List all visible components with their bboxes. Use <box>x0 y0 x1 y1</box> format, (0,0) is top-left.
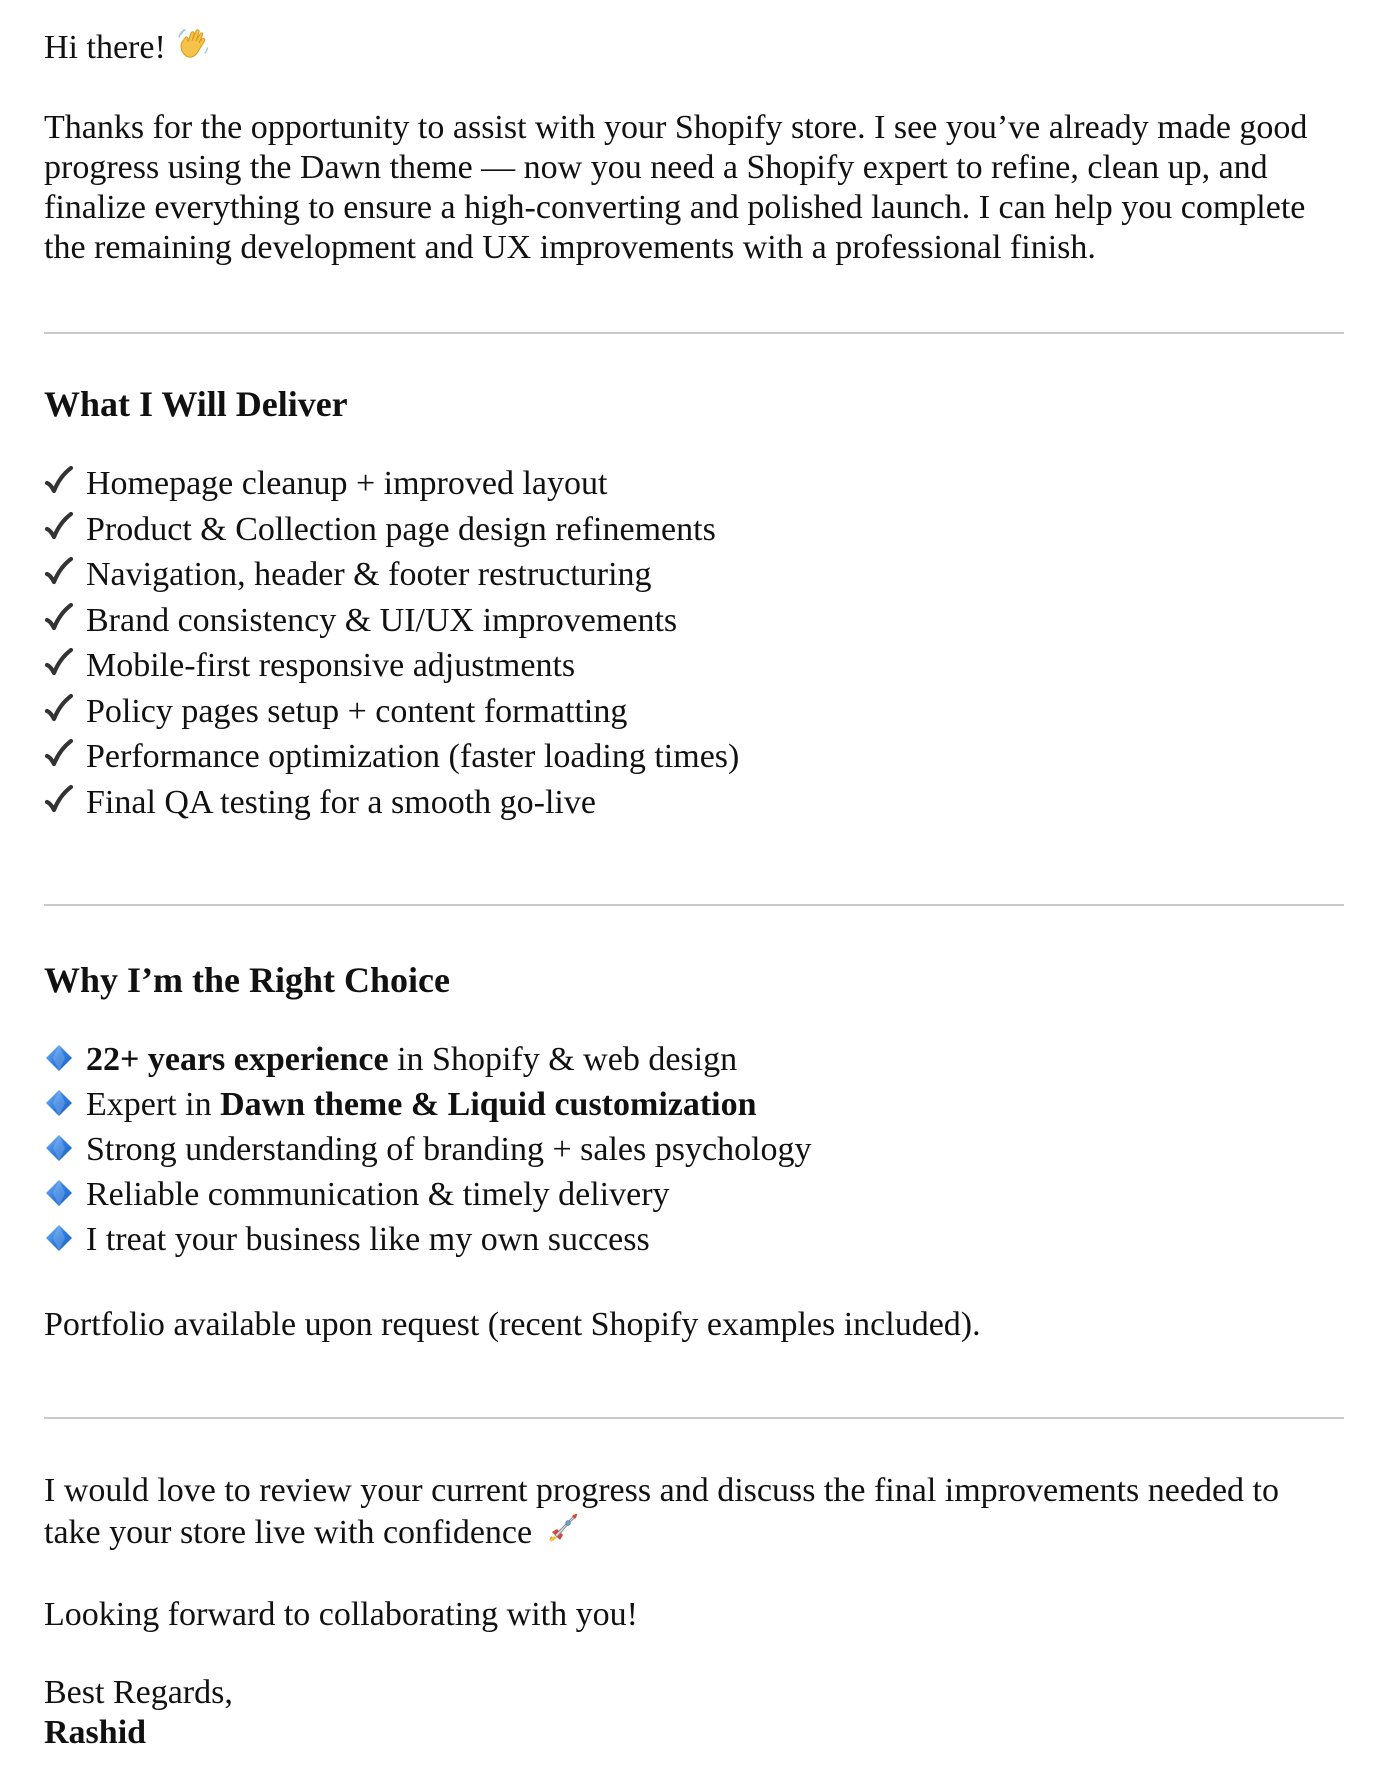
deliver-item <box>44 601 1344 647</box>
check-mark-icon <box>44 555 86 595</box>
signoff-name: Rashid <box>44 1714 147 1751</box>
why-item-rest: in Shopify & web design <box>388 1041 738 1078</box>
check-mark-icon <box>44 510 86 550</box>
closing-paragraph <box>44 1471 1344 1553</box>
deliver-item <box>44 692 1344 738</box>
closing-text: I would love to review your current progress and discuss the final improvements needed to take your store live with confidence <box>44 1472 1280 1551</box>
check-mark-icon <box>44 646 86 686</box>
why-item-prefix: Expert in <box>86 1086 221 1123</box>
portfolio-note: Portfolio available upon request (recent Shopify examples included). <box>44 1306 981 1343</box>
why-item-label <box>86 1220 650 1260</box>
check-mark-icon <box>44 737 86 777</box>
why-item-bold: Dawn theme & Liquid customization <box>220 1086 757 1123</box>
divider <box>44 332 1344 334</box>
deliver-item-label: Product & Collection page design refinements <box>86 510 716 548</box>
why-item <box>44 1040 1344 1085</box>
blue-diamond-icon <box>44 1175 86 1215</box>
why-item <box>44 1220 1344 1265</box>
deliver-item-label: Brand consistency & UI/UX improvements <box>86 601 678 639</box>
why-item <box>44 1085 1344 1130</box>
why-item-label <box>86 1175 670 1215</box>
why-heading: Why I’m the Right Choice <box>44 960 450 1000</box>
proposal-document <box>44 26 1344 1753</box>
check-mark-icon <box>44 692 86 732</box>
why-item-rest: Strong understanding of branding + sales psychology <box>86 1131 812 1168</box>
blue-diamond-icon <box>44 1220 86 1260</box>
deliver-heading: What I Will Deliver <box>44 384 348 424</box>
signoff-regards: Best Regards, <box>44 1674 233 1711</box>
deliver-item <box>44 555 1344 601</box>
deliver-item <box>44 737 1344 783</box>
blue-diamond-icon <box>44 1085 86 1125</box>
deliver-item <box>44 646 1344 692</box>
deliver-item-label: Policy pages setup + content formatting <box>86 692 628 730</box>
deliver-item-label: Final QA testing for a smooth go-live <box>86 783 596 821</box>
check-mark-icon <box>44 783 86 823</box>
deliver-item-label: Homepage cleanup + improved layout <box>86 465 608 502</box>
waving-hand-icon <box>174 26 214 62</box>
why-item-label <box>86 1040 737 1080</box>
greeting <box>44 26 1344 66</box>
blue-diamond-icon <box>44 1040 86 1080</box>
divider <box>44 904 1344 906</box>
deliver-item <box>44 783 1344 829</box>
deliver-item-label: Performance optimization (faster loading times) <box>86 738 740 775</box>
rocket-icon <box>541 1511 581 1547</box>
deliver-item-label: Navigation, header & footer restructuring <box>86 556 652 593</box>
why-item-rest: Reliable communication & timely delivery <box>86 1176 670 1213</box>
deliver-item <box>44 464 1344 510</box>
why-list <box>44 1040 1344 1265</box>
why-item <box>44 1130 1344 1175</box>
deliver-item-label: Mobile-first responsive adjustments <box>86 647 576 684</box>
greeting-text: Hi there! <box>44 29 166 66</box>
divider <box>44 1417 1344 1419</box>
blue-diamond-icon <box>44 1130 86 1170</box>
why-item-label <box>86 1085 757 1125</box>
check-mark-icon <box>44 464 86 504</box>
why-item-rest: I treat your business like my own success <box>86 1221 650 1258</box>
deliver-list <box>44 464 1344 828</box>
intro-paragraph: Thanks for the opportunity to assist with your Shopify store. I see you’ve already made good progress using the Dawn theme — now you need a Shopify expert to refine, clean up, and finalize everything to ensure a high-converting and polished launch. I can help you complete the remaining development and UX improvements with a professional finish. <box>44 109 1308 266</box>
why-item-label <box>86 1130 812 1170</box>
check-mark-icon <box>44 601 86 641</box>
deliver-item <box>44 510 1344 556</box>
why-item <box>44 1175 1344 1220</box>
looking-forward-line: Looking forward to collaborating with you! <box>44 1596 638 1633</box>
why-item-bold: 22+ years experience <box>86 1041 389 1078</box>
